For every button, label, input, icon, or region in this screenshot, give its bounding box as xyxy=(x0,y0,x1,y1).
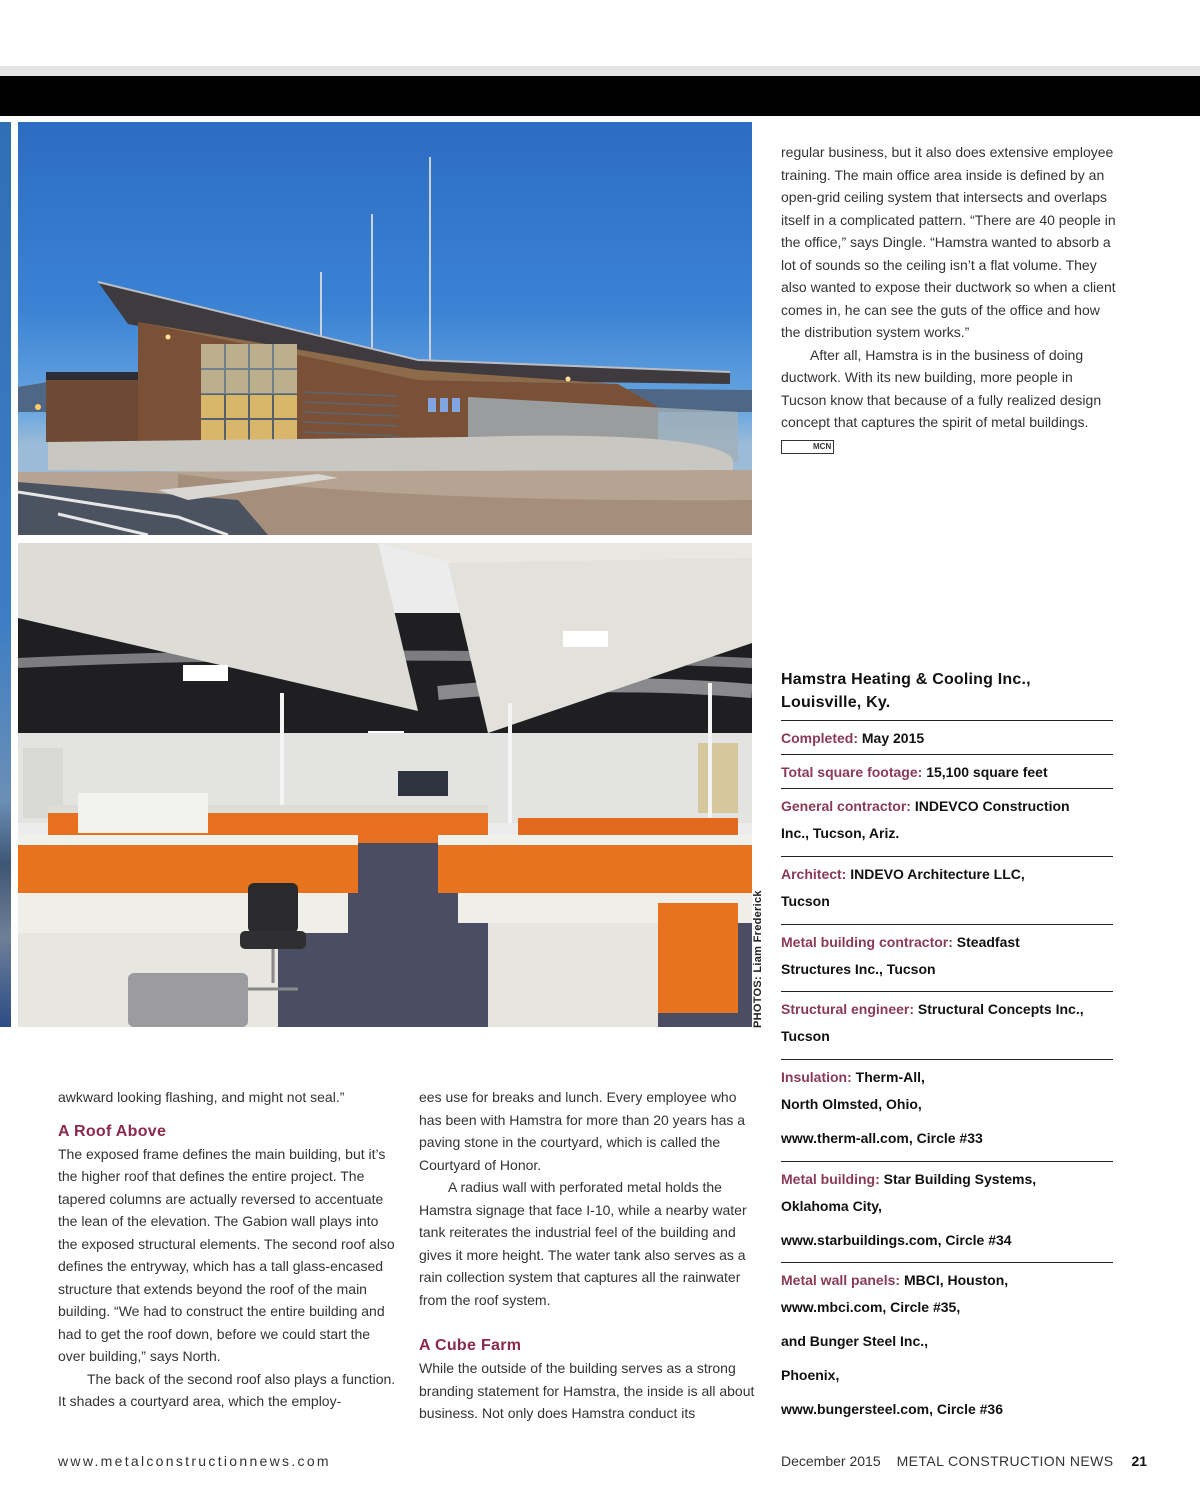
footer-date: December 2015 xyxy=(781,1453,881,1469)
fact-line xyxy=(781,727,1113,749)
paragraph xyxy=(781,344,1121,457)
fact-line xyxy=(781,863,1113,885)
fact-label: Architect: xyxy=(781,865,847,882)
fact-line xyxy=(781,931,1113,953)
article-column-2 xyxy=(419,1086,759,1425)
fact-line xyxy=(781,1359,1113,1393)
fact-label: Completed: xyxy=(781,730,858,746)
fact-line xyxy=(781,1168,1113,1190)
exterior-building-photo xyxy=(18,122,752,535)
fact-line xyxy=(781,1066,1113,1088)
fact-row xyxy=(781,924,1113,992)
fact-value: Structures Inc., Tucson xyxy=(781,960,936,977)
fact-label: Insulation: xyxy=(781,1069,852,1086)
fact-value: Tucson xyxy=(781,1028,830,1045)
paragraph: ees use for breaks and lunch. Every employee who has been with Hamstra for more than 20 years has a paving stone in the courtyard, which is called the Courtyard of Honor. xyxy=(419,1089,746,1173)
fact-label: Metal building contractor: xyxy=(781,933,953,950)
fact-value: INDEVCO Construction xyxy=(914,798,1070,814)
fact-row xyxy=(781,1161,1113,1263)
section-heading: A Cube Farm xyxy=(419,1337,522,1354)
fact-line xyxy=(781,1291,1113,1325)
photo-credit xyxy=(752,888,768,1028)
page-number: 21 xyxy=(1131,1453,1148,1469)
fact-row xyxy=(781,1262,1113,1431)
fact-value: www.starbuildings.com, Circle #34 xyxy=(781,1231,1012,1248)
fact-line xyxy=(781,1088,1113,1122)
fact-row xyxy=(781,788,1113,856)
fact-line xyxy=(781,953,1113,987)
fact-value: May 2015 xyxy=(861,730,925,746)
fact-value: Phoenix, xyxy=(781,1366,840,1383)
fact-line xyxy=(781,817,1113,851)
fact-label: Metal building: xyxy=(781,1170,880,1187)
fact-line xyxy=(781,1393,1113,1427)
photo-credit-text: PHOTOS: Liam Frederick xyxy=(752,890,764,1028)
fact-value: Tucson xyxy=(781,892,830,909)
mcn-end-mark: MCN xyxy=(781,440,834,454)
paragraph: The back of the second roof also plays a function. It shades a courtyard area, which the employ- xyxy=(58,1370,396,1409)
fact-value: INDEVO Architecture LLC, xyxy=(850,865,1025,882)
fact-value: www.therm-all.com, Circle #33 xyxy=(781,1129,983,1146)
facts-title-line: Hamstra Heating & Cooling Inc., xyxy=(781,671,1031,688)
fact-value: www.mbci.com, Circle #35, xyxy=(781,1299,961,1316)
top-gray-band xyxy=(0,66,1200,76)
fact-label: Total square footage: xyxy=(781,764,923,780)
fact-row xyxy=(781,720,1113,754)
section-heading: A Roof Above xyxy=(58,1122,167,1140)
top-black-band xyxy=(0,76,1200,116)
fact-value: Structural Concepts Inc., xyxy=(917,1001,1084,1018)
fact-value: Therm-All, xyxy=(855,1069,925,1086)
fact-label: General contractor: xyxy=(781,798,911,814)
fact-row xyxy=(781,754,1113,788)
fact-value: North Olmsted, Ohio, xyxy=(781,1096,922,1113)
fact-value: Star Building Systems, xyxy=(883,1170,1037,1187)
facts-title-line: Louisville, Ky. xyxy=(781,694,891,711)
facts-title xyxy=(781,668,1113,720)
fact-line xyxy=(781,1269,1113,1291)
fact-line xyxy=(781,1020,1113,1054)
fact-line xyxy=(781,1190,1113,1224)
footer-info xyxy=(781,1453,1147,1469)
facts-list xyxy=(781,720,1113,1432)
fact-row xyxy=(781,991,1113,1059)
fact-line xyxy=(781,885,1113,919)
fact-value: Inc., Tucson, Ariz. xyxy=(781,825,900,841)
project-facts-sidebar xyxy=(781,668,1113,1432)
paragraph: A radius wall with perforated metal holds the Hamstra signage that face I-10, while a nearby water tank reiterates the industrial feel of the building and gives it more height. The water tank also serves as a rain collection system that captures all the rainwater from the roof system. xyxy=(419,1179,747,1308)
right-column-text xyxy=(781,141,1121,456)
fact-line xyxy=(781,1122,1113,1156)
fact-value: 15,100 square feet xyxy=(926,764,1048,780)
fact-value: MBCI, Houston, xyxy=(903,1272,1009,1289)
fact-label: Structural engineer: xyxy=(781,1001,915,1018)
fact-value: www.bungersteel.com, Circle #36 xyxy=(781,1400,1004,1417)
fact-line xyxy=(781,761,1113,783)
fact-line xyxy=(781,998,1113,1020)
fact-label: Metal wall panels: xyxy=(781,1272,901,1289)
footer-website: www.metalconstructionnews.com xyxy=(58,1453,331,1469)
fact-row xyxy=(781,1059,1113,1161)
paragraph: While the outside of the building serves as a strong branding statement for Hamstra, the inside is all about business. Not only does Hamstra conduct its xyxy=(419,1360,755,1421)
fact-row xyxy=(781,856,1113,924)
footer-magazine: METAL CONSTRUCTION NEWS xyxy=(896,1453,1114,1469)
paragraph: awkward looking flashing, and might not seal.” xyxy=(58,1089,345,1105)
fact-line xyxy=(781,795,1113,817)
fact-value: Oklahoma City, xyxy=(781,1197,882,1214)
fact-value: Steadfast xyxy=(956,933,1020,950)
fact-value: and Bunger Steel Inc., xyxy=(781,1333,929,1350)
fact-line xyxy=(781,1224,1113,1258)
paragraph-text: After all, Hamstra is in the business of doing ductwork. With its new building, more people in Tucson know that because of a fully realized design concept that captures the spirit of metal buildings. xyxy=(781,346,1102,430)
paragraph: regular business, but it also does extensive employee training. The main office area inside is defined by an open-grid ceiling system that intersects and overlaps itself in a complicated pattern. “There are 40 people in the office,” says Dingle. “Hamstra wanted to absorb a lot of sounds so the ceiling isn’t a flat volume. They also wanted to expose their ductwork so when a client comes in, he can see the guts of the office and how the distribution system works.” xyxy=(781,144,1116,340)
paragraph: The exposed frame defines the main building, but it’s the higher roof that defines the entire project. The tapered columns are actually reversed to accentuate the lean of the elevation. The Gabion wall plays into the exposed structural elements. The second roof also defines the entryway, which has a tall glass-encased structure that extends beyond the roof of the main building. “We had to construct the entire building and had to get the roof down, before we could start the over building,” says North. xyxy=(58,1145,395,1364)
left-edge-photo-strip xyxy=(0,122,11,1027)
fact-line xyxy=(781,1325,1113,1359)
article-column-1 xyxy=(58,1086,398,1413)
office-interior-photo xyxy=(18,543,752,1027)
